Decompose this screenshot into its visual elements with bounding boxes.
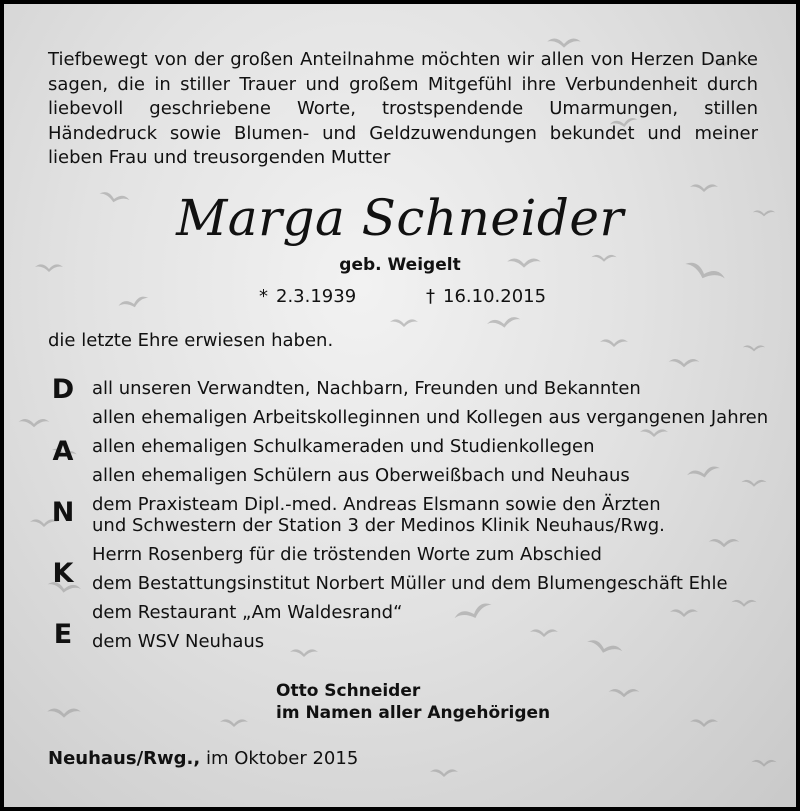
death-cross-icon: † (426, 286, 435, 307)
thanks-item: dem Restaurant „Am Waldesrand“ (92, 602, 403, 623)
place-date-line (48, 748, 358, 770)
thanks-item: allen ehemaligen Schülern aus Oberweißbach und Neuhaus (92, 465, 630, 486)
signature-name: Otto Schneider (276, 681, 421, 701)
place: Neuhaus/Rwg., (48, 748, 201, 769)
thanks-list (92, 374, 772, 656)
deceased-name: Marga Schneider (176, 189, 624, 247)
signature-block (276, 680, 550, 724)
birth-date: 2.3.1939 (276, 286, 357, 307)
birth-name: geb. Weigelt (339, 255, 461, 275)
thanks-item: dem Praxisteam Dipl.-med. Andreas Elsmann sowie den Ärzten und Schwestern der Station 3 der Medinos Klinik Neuhaus/Rwg. (92, 494, 665, 536)
thanks-item: all unseren Verwandten, Nachbarn, Freunden und Bekannten (92, 378, 641, 399)
birth-date-line (259, 286, 356, 308)
danke-letter: A (52, 436, 74, 467)
thanks-item: allen ehemaligen Arbeitskolleginnen und Kollegen aus vergangenen Jahren (92, 407, 769, 428)
danke-letter: K (52, 558, 74, 589)
danke-letter: E (53, 619, 73, 650)
thanks-item: allen ehemaligen Schulkameraden und Studienkollegen (92, 436, 595, 457)
danke-letter: N (51, 497, 75, 528)
signature-family: im Namen aller Angehörigen (276, 703, 551, 723)
death-date-line (426, 286, 546, 308)
closing-phrase: die letzte Ehre erwiesen haben. (48, 330, 334, 351)
obituary-page (4, 4, 796, 807)
thanks-item: Herrn Rosenberg für die tröstenden Worte zum Abschied (92, 544, 602, 565)
birth-star-icon: * (259, 286, 268, 307)
death-date: 16.10.2015 (443, 286, 547, 307)
danke-letter: D (51, 374, 75, 405)
intro-text: Tiefbewegt von der großen Anteilnahme möchten wir allen von Herzen Danke sagen, die in stiller Trauer und großem Mitgefühl ihre Verbundenheit durch liebevoll geschriebene Worte, trostspendende Umarmungen, stillen Händedruck sowie Blumen- und Geldzuwendungen bekundet und meiner lieben Frau und treusorgenden Mutter (48, 49, 758, 168)
date-text: im Oktober 2015 (205, 748, 359, 769)
thanks-item: dem Bestattungsinstitut Norbert Müller und dem Blumengeschäft Ehle (92, 573, 728, 594)
thanks-item: dem WSV Neuhaus (92, 631, 265, 652)
